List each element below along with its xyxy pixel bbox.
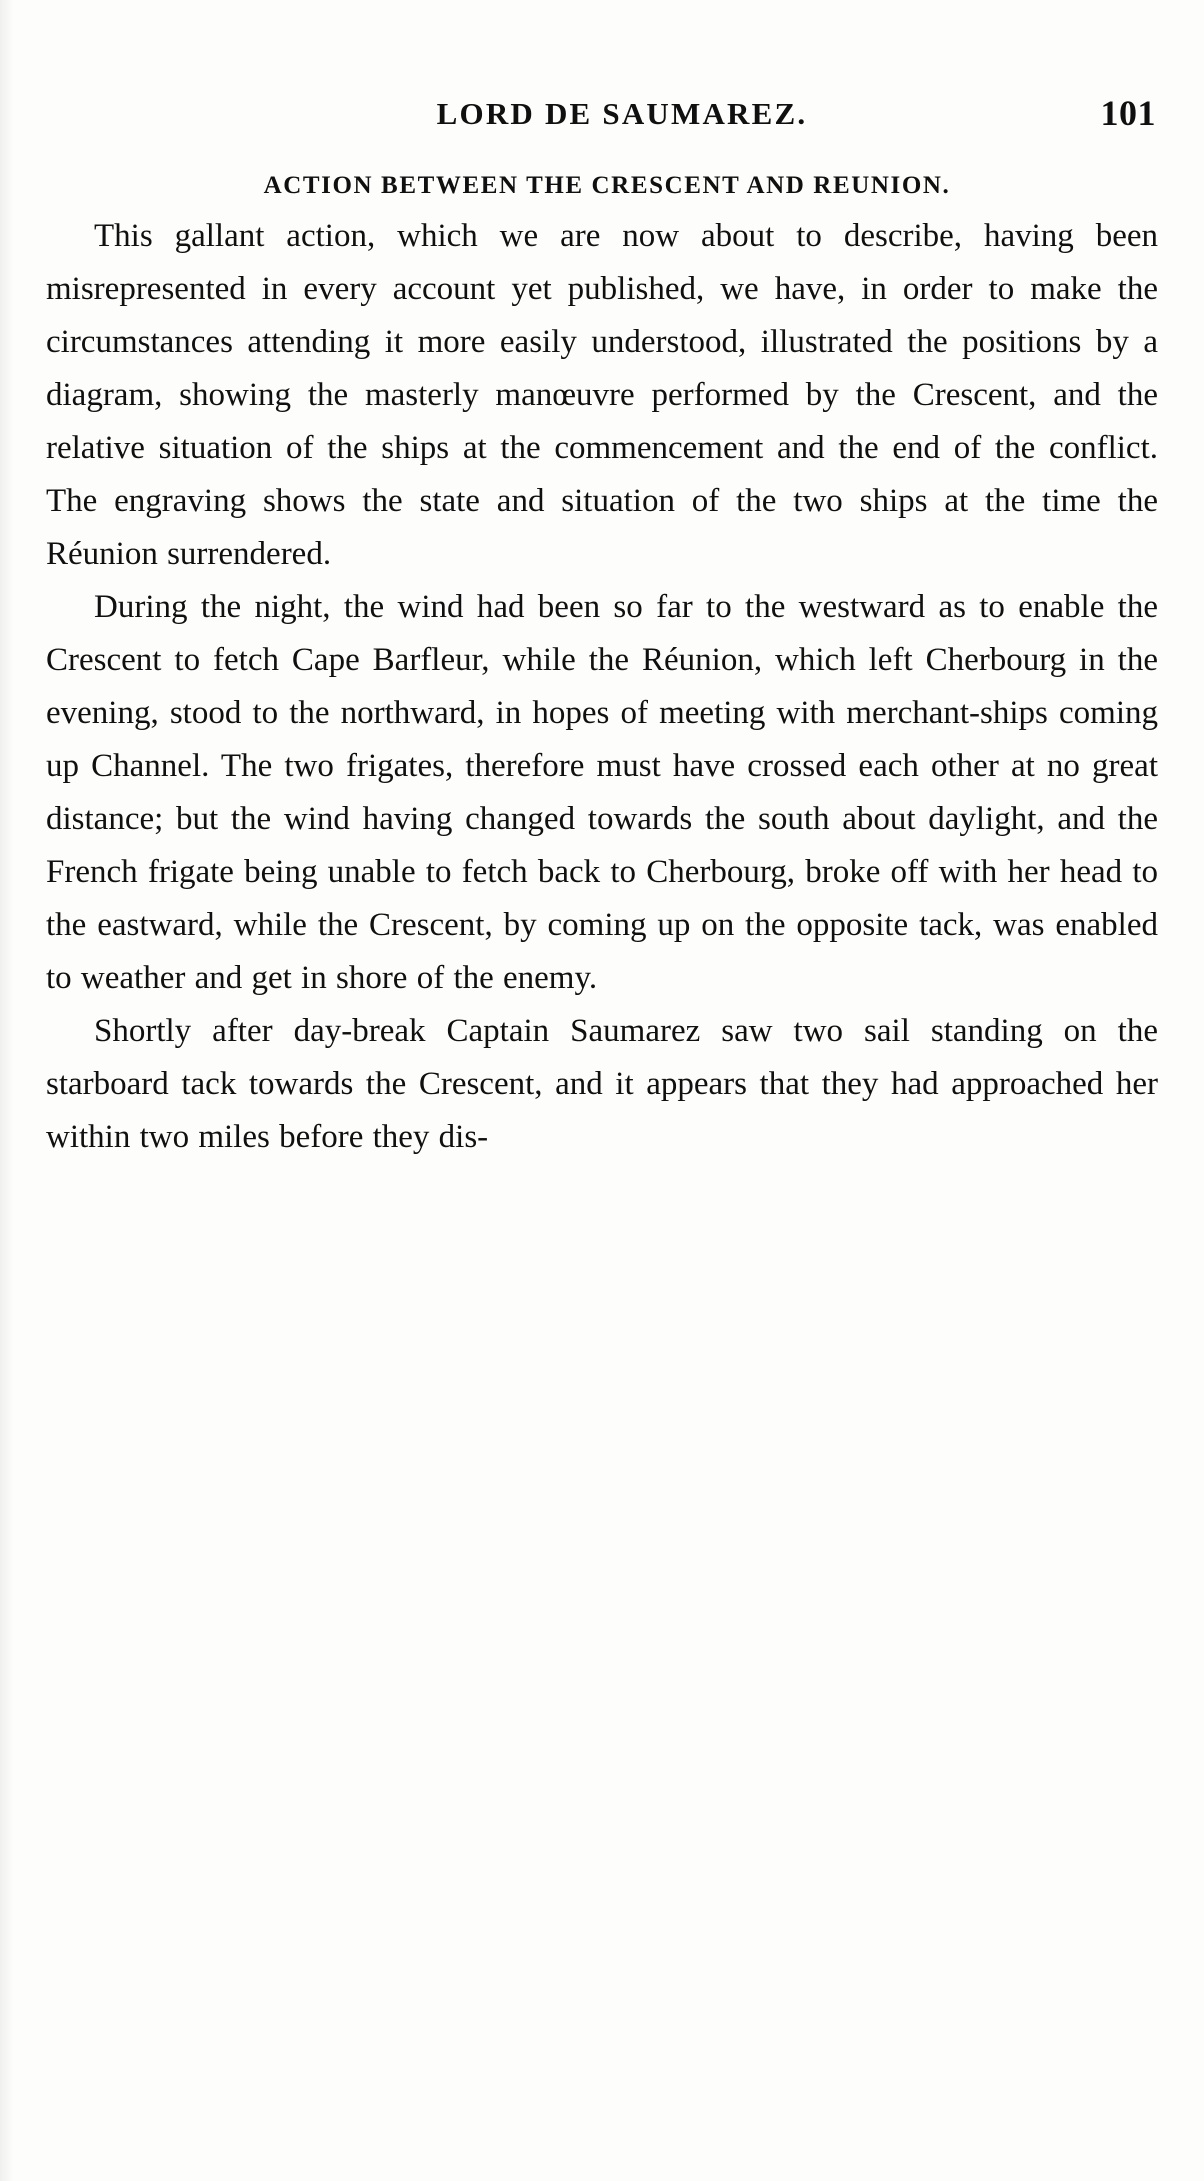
paragraph-2: During the night, the wind had been so far to the westward as to enable the Crescent to fetch Cape Barfleur, while the Réunion, which left Cherbourg in the evening, stood to the northward, in hopes of meeting with merchant-ships coming up Channel. The two frigates, therefore must have crossed each other at no great distance; but the wind having changed towards the south about daylight, and the French frigate being unable to fetch back to Cherbourg, broke off with her head to the eastward, while the Crescent, by coming up on the opposite tack, was enabled to weather and get in shore of the enemy. [46, 589, 1158, 996]
page-content [46, 93, 1158, 1164]
paragraph-3: Shortly after day-break Captain Saumarez saw two sail standing on the starboard tack towards the Crescent, and it appears that they had approached her within two miles before they dis- [46, 1013, 1158, 1155]
running-head-title: LORD DE SAUMAREZ. [436, 96, 808, 131]
page-edge-shading [0, 0, 14, 2181]
paragraph-1: This gallant action, which we are now about to describe, having been misrepresented in every account yet published, we have, in order to make the circumstances attending it more easily understood, illustrated the positions by a diagram, showing the masterly manœuvre performed by the Crescent, and the relative situation of the ships at the commencement and the end of the conflict. The engraving shows the state and situation of the two ships at the time the Réunion surrendered. [46, 218, 1158, 572]
running-head [46, 93, 1158, 150]
section-heading: ACTION BETWEEN THE CRESCENT AND REUNION. [263, 172, 951, 199]
page-number: 101 [1100, 93, 1156, 133]
